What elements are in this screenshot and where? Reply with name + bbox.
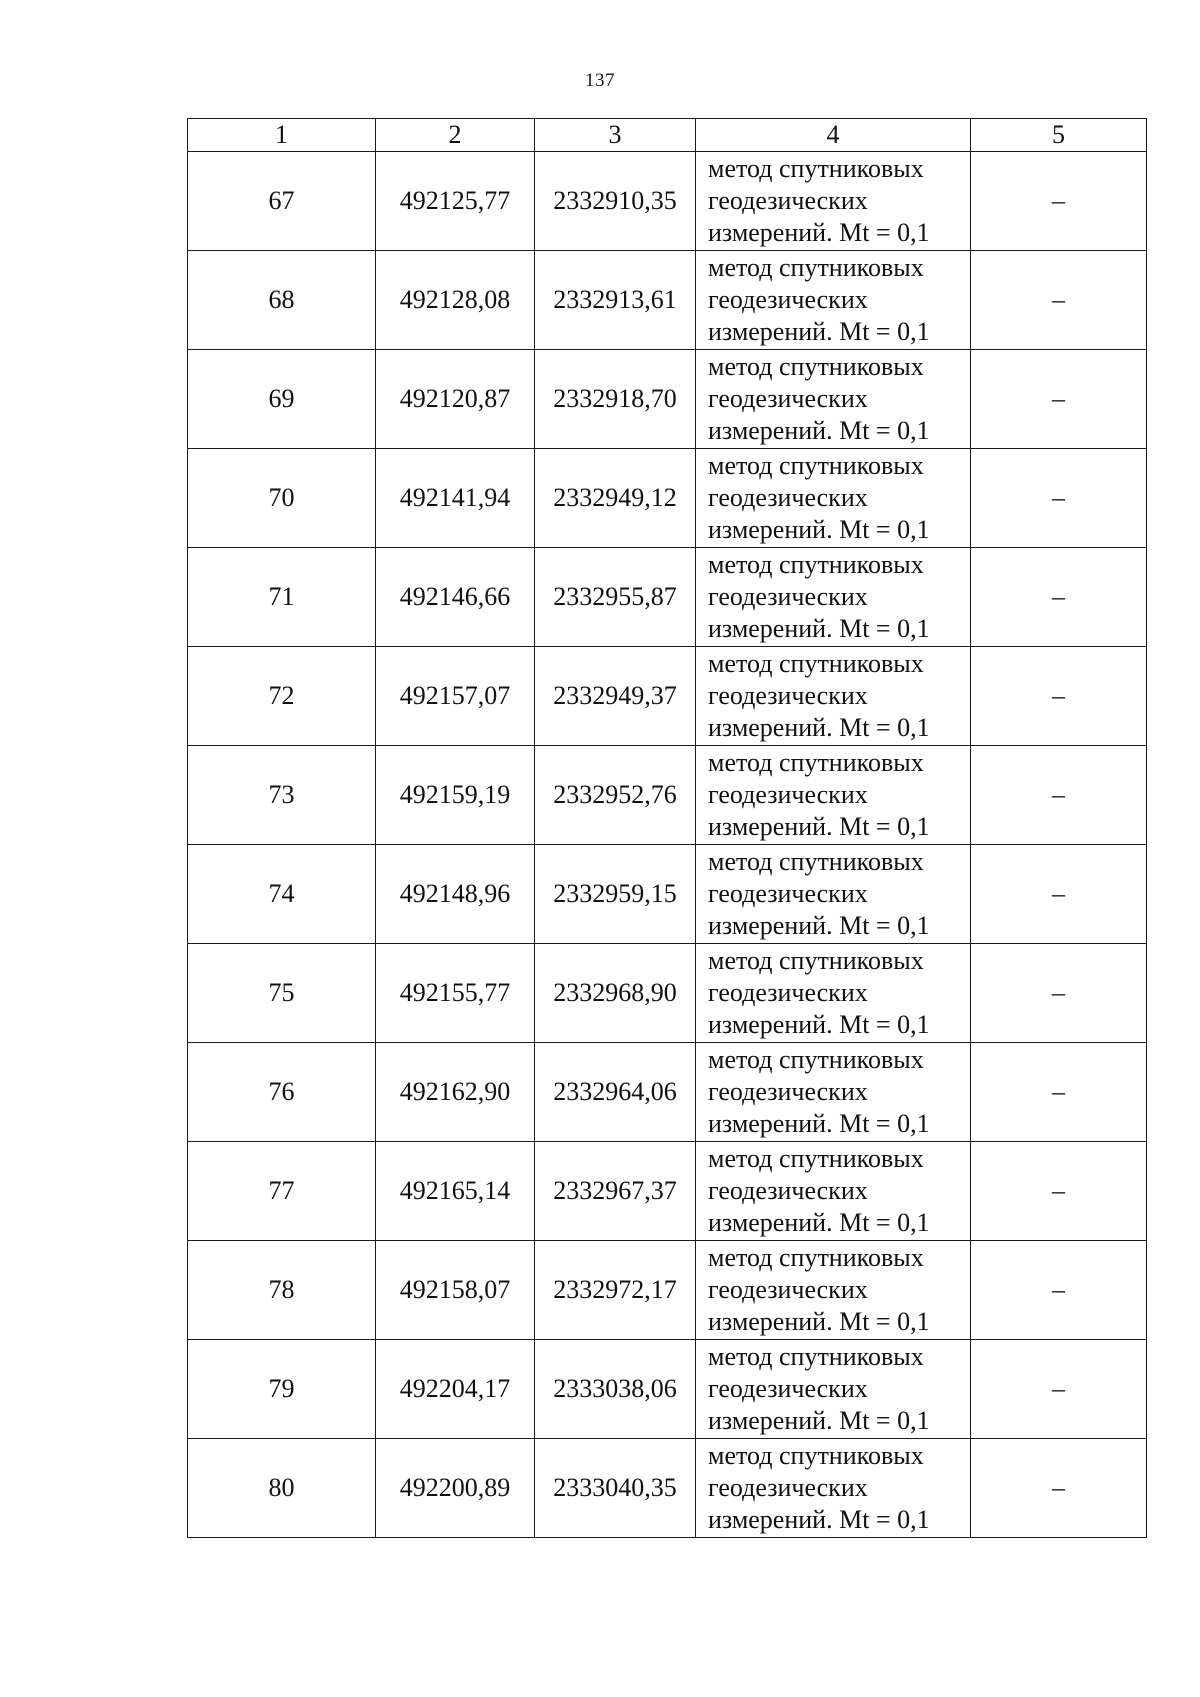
coordinate-x-cell: 492200,89: [376, 1439, 535, 1538]
note-cell: –: [971, 1439, 1147, 1538]
coordinate-y-cell: 2332949,37: [535, 647, 696, 746]
coordinate-x-cell: 492146,66: [376, 548, 535, 647]
note-cell: –: [971, 845, 1147, 944]
method-cell: [696, 1340, 971, 1439]
method-text-line: измерений. Mt = 0,1: [708, 614, 930, 643]
table-row: [188, 1043, 1147, 1142]
header-cell-5: 5: [971, 119, 1147, 152]
method-text-line: метод спутниковых: [708, 946, 924, 975]
point-number-cell: 68: [188, 251, 376, 350]
table-row: [188, 152, 1147, 251]
method-text-line: метод спутниковых: [708, 748, 924, 777]
point-number-cell: 72: [188, 647, 376, 746]
method-cell: [696, 548, 971, 647]
point-number-cell: 75: [188, 944, 376, 1043]
method-cell: [696, 449, 971, 548]
method-text-line: метод спутниковых: [708, 352, 924, 381]
method-text-line: измерений. Mt = 0,1: [708, 1208, 930, 1237]
note-cell: –: [971, 350, 1147, 449]
coordinate-y-cell: 2332967,37: [535, 1142, 696, 1241]
coordinate-x-cell: 492204,17: [376, 1340, 535, 1439]
coordinate-x-cell: 492162,90: [376, 1043, 535, 1142]
method-text-line: метод спутниковых: [708, 1243, 924, 1272]
method-text-line: измерений. Mt = 0,1: [708, 515, 930, 544]
point-number-cell: 67: [188, 152, 376, 251]
coordinate-x-cell: 492158,07: [376, 1241, 535, 1340]
note-cell: –: [971, 251, 1147, 350]
method-cell: [696, 152, 971, 251]
method-text-line: геодезических: [708, 879, 868, 908]
table-row: [188, 251, 1147, 350]
coordinate-y-cell: 2332949,12: [535, 449, 696, 548]
method-text-line: геодезических: [708, 384, 868, 413]
method-cell: [696, 1241, 971, 1340]
table-body: [188, 152, 1147, 1538]
table-row: [188, 845, 1147, 944]
method-text-line: метод спутниковых: [708, 451, 924, 480]
method-text-line: измерений. Mt = 0,1: [708, 1307, 930, 1336]
method-text-line: метод спутниковых: [708, 1144, 924, 1173]
coordinate-y-cell: 2332913,61: [535, 251, 696, 350]
table-row: [188, 1340, 1147, 1439]
method-text-line: метод спутниковых: [708, 550, 924, 579]
coordinate-y-cell: 2332959,15: [535, 845, 696, 944]
point-number-cell: 78: [188, 1241, 376, 1340]
method-cell: [696, 944, 971, 1043]
point-number-cell: 74: [188, 845, 376, 944]
method-text-line: измерений. Mt = 0,1: [708, 911, 930, 940]
method-text-line: геодезических: [708, 978, 868, 1007]
coordinate-x-cell: 492159,19: [376, 746, 535, 845]
page-number: 137: [585, 70, 615, 91]
table-row: [188, 1439, 1147, 1538]
method-text-line: метод спутниковых: [708, 1441, 924, 1470]
point-number-cell: 79: [188, 1340, 376, 1439]
method-text-line: измерений. Mt = 0,1: [708, 1010, 930, 1039]
method-text-line: метод спутниковых: [708, 649, 924, 678]
note-cell: –: [971, 1043, 1147, 1142]
note-cell: –: [971, 449, 1147, 548]
coordinate-y-cell: 2332910,35: [535, 152, 696, 251]
method-text-line: геодезических: [708, 582, 868, 611]
method-cell: [696, 1142, 971, 1241]
coordinate-x-cell: 492165,14: [376, 1142, 535, 1241]
header-cell-4: 4: [696, 119, 971, 152]
table-row: [188, 548, 1147, 647]
method-text-line: метод спутниковых: [708, 847, 924, 876]
coordinate-y-cell: 2332918,70: [535, 350, 696, 449]
header-cell-3: 3: [535, 119, 696, 152]
method-text-line: геодезических: [708, 1473, 868, 1502]
method-text-line: геодезических: [708, 780, 868, 809]
table-row: [188, 350, 1147, 449]
note-cell: –: [971, 548, 1147, 647]
method-text-line: геодезических: [708, 1077, 868, 1106]
point-number-cell: 70: [188, 449, 376, 548]
header-row: [188, 119, 1147, 152]
table-row: [188, 746, 1147, 845]
note-cell: –: [971, 1241, 1147, 1340]
table-row: [188, 944, 1147, 1043]
method-text-line: геодезических: [708, 483, 868, 512]
coordinate-y-cell: 2332952,76: [535, 746, 696, 845]
note-cell: –: [971, 1340, 1147, 1439]
point-number-cell: 80: [188, 1439, 376, 1538]
method-cell: [696, 1043, 971, 1142]
method-text-line: геодезических: [708, 1374, 868, 1403]
method-cell: [696, 350, 971, 449]
method-cell: [696, 746, 971, 845]
coordinate-y-cell: 2332968,90: [535, 944, 696, 1043]
method-text-line: метод спутниковых: [708, 253, 924, 282]
note-cell: –: [971, 746, 1147, 845]
method-cell: [696, 845, 971, 944]
method-text-line: геодезических: [708, 1275, 868, 1304]
table-row: [188, 647, 1147, 746]
method-cell: [696, 647, 971, 746]
table-header: [188, 119, 1147, 152]
coordinate-x-cell: 492125,77: [376, 152, 535, 251]
method-text-line: измерений. Mt = 0,1: [708, 1109, 930, 1138]
method-text-line: измерений. Mt = 0,1: [708, 218, 930, 247]
method-text-line: измерений. Mt = 0,1: [708, 713, 930, 742]
coordinate-y-cell: 2332955,87: [535, 548, 696, 647]
point-number-cell: 69: [188, 350, 376, 449]
header-cell-2: 2: [376, 119, 535, 152]
method-text-line: метод спутниковых: [708, 154, 924, 183]
method-text-line: метод спутниковых: [708, 1342, 924, 1371]
method-text-line: измерений. Mt = 0,1: [708, 416, 930, 445]
method-text-line: измерений. Mt = 0,1: [708, 812, 930, 841]
coordinate-x-cell: 492128,08: [376, 251, 535, 350]
method-text-line: геодезических: [708, 285, 868, 314]
method-text-line: измерений. Mt = 0,1: [708, 317, 930, 346]
coordinate-x-cell: 492155,77: [376, 944, 535, 1043]
coordinate-x-cell: 492120,87: [376, 350, 535, 449]
table-row: [188, 1142, 1147, 1241]
point-number-cell: 71: [188, 548, 376, 647]
method-text-line: геодезических: [708, 186, 868, 215]
method-text-line: измерений. Mt = 0,1: [708, 1505, 930, 1534]
table-row: [188, 1241, 1147, 1340]
coordinate-x-cell: 492141,94: [376, 449, 535, 548]
note-cell: –: [971, 1142, 1147, 1241]
coordinate-x-cell: 492148,96: [376, 845, 535, 944]
note-cell: –: [971, 647, 1147, 746]
coordinate-y-cell: 2332964,06: [535, 1043, 696, 1142]
method-text-line: метод спутниковых: [708, 1045, 924, 1074]
point-number-cell: 76: [188, 1043, 376, 1142]
method-text-line: геодезических: [708, 681, 868, 710]
coordinate-y-cell: 2332972,17: [535, 1241, 696, 1340]
note-cell: –: [971, 152, 1147, 251]
method-cell: [696, 1439, 971, 1538]
method-text-line: геодезических: [708, 1176, 868, 1205]
header-cell-1: 1: [188, 119, 376, 152]
point-number-cell: 73: [188, 746, 376, 845]
coordinate-x-cell: 492157,07: [376, 647, 535, 746]
table-row: [188, 449, 1147, 548]
method-cell: [696, 251, 971, 350]
point-number-cell: 77: [188, 1142, 376, 1241]
method-text-line: измерений. Mt = 0,1: [708, 1406, 930, 1435]
coordinates-table: [187, 118, 1147, 1538]
coordinate-y-cell: 2333038,06: [535, 1340, 696, 1439]
coordinate-y-cell: 2333040,35: [535, 1439, 696, 1538]
note-cell: –: [971, 944, 1147, 1043]
